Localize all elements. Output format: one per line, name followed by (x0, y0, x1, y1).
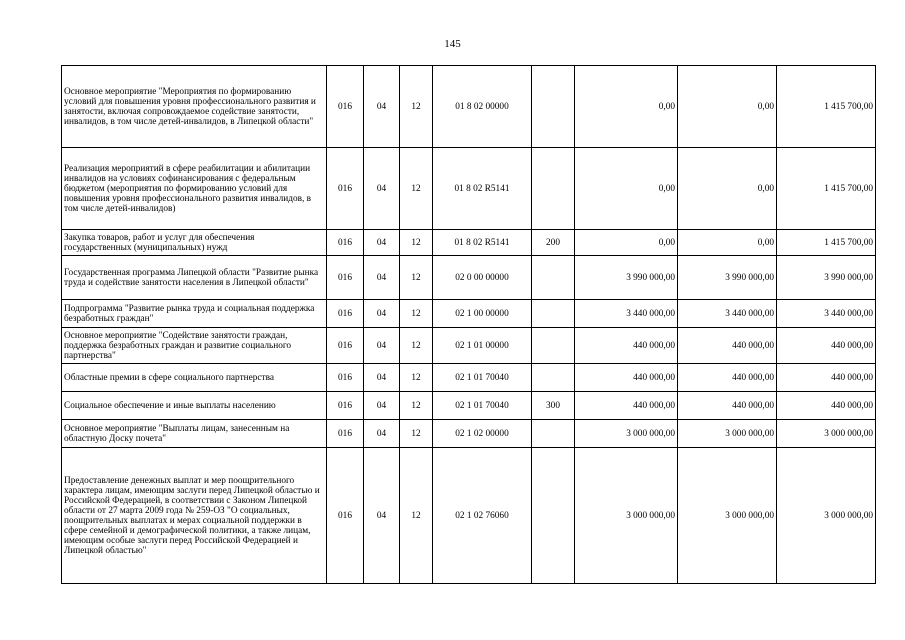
budget-table (61, 65, 876, 584)
row-name-cell: Социальное обеспечение и иные выплаты населению (62, 392, 327, 420)
amount-year-3-cell: 3 440 000,00 (777, 300, 876, 328)
ministry-code-cell: 016 (327, 328, 364, 364)
expense-type-cell: 300 (532, 392, 575, 420)
section-code-cell: 04 (364, 448, 400, 584)
subsection-code-cell: 12 (400, 448, 433, 584)
subsection-code-cell: 12 (400, 392, 433, 420)
amount-year-2-cell: 0,00 (678, 230, 777, 256)
table-row (62, 420, 876, 448)
amount-year-3-cell: 440 000,00 (777, 392, 876, 420)
amount-year-1-cell: 3 000 000,00 (575, 448, 678, 584)
target-article-cell: 02 1 01 00000 (433, 328, 532, 364)
target-article-cell: 01 8 02 R5141 (433, 230, 532, 256)
section-code-cell: 04 (364, 256, 400, 300)
target-article-cell: 02 1 01 70040 (433, 392, 532, 420)
amount-year-2-cell: 0,00 (678, 66, 777, 148)
amount-year-1-cell: 0,00 (575, 230, 678, 256)
subsection-code-cell: 12 (400, 420, 433, 448)
ministry-code-cell: 016 (327, 448, 364, 584)
section-code-cell: 04 (364, 148, 400, 230)
target-article-cell: 02 1 02 76060 (433, 448, 532, 584)
target-article-cell: 02 0 00 00000 (433, 256, 532, 300)
amount-year-1-cell: 3 990 000,00 (575, 256, 678, 300)
amount-year-3-cell: 3 000 000,00 (777, 448, 876, 584)
amount-year-1-cell: 3 000 000,00 (575, 420, 678, 448)
table-row (62, 364, 876, 392)
ministry-code-cell: 016 (327, 392, 364, 420)
expense-type-cell (532, 328, 575, 364)
subsection-code-cell: 12 (400, 66, 433, 148)
expense-type-cell (532, 256, 575, 300)
subsection-code-cell: 12 (400, 230, 433, 256)
section-code-cell: 04 (364, 230, 400, 256)
amount-year-3-cell: 440 000,00 (777, 328, 876, 364)
row-name-cell: Областные премии в сфере социального партнерства (62, 364, 327, 392)
section-code-cell: 04 (364, 392, 400, 420)
ministry-code-cell: 016 (327, 148, 364, 230)
row-name-cell: Подпрограмма "Развитие рынка труда и социальная поддержка безработных граждан" (62, 300, 327, 328)
ministry-code-cell: 016 (327, 364, 364, 392)
table-row (62, 328, 876, 364)
table-row (62, 392, 876, 420)
table-row (62, 448, 876, 584)
table-row (62, 148, 876, 230)
section-code-cell: 04 (364, 66, 400, 148)
amount-year-2-cell: 3 000 000,00 (678, 420, 777, 448)
amount-year-3-cell: 440 000,00 (777, 364, 876, 392)
section-code-cell: 04 (364, 420, 400, 448)
table-row (62, 66, 876, 148)
amount-year-1-cell: 440 000,00 (575, 364, 678, 392)
row-name-cell: Предоставление денежных выплат и мер поощрительного характера лицам, имеющим заслуги перед Липецкой областью и Российской Федерацией, в соответствии с Законом Липецкой области от 27 марта 2009 года № 259-ОЗ "О социальных, поощрительных выплатах и мерах социальной поддержки в сфере семейной и демографической политики, а также лицам, имеющим особые заслуги перед Российской Федерацией и Липецкой областью" (62, 448, 327, 584)
expense-type-cell: 200 (532, 230, 575, 256)
target-article-cell: 01 8 02 00000 (433, 66, 532, 148)
ministry-code-cell: 016 (327, 256, 364, 300)
row-name-cell: Государственная программа Липецкой области "Развитие рынка труда и содействие занятости населения в Липецкой области" (62, 256, 327, 300)
row-name-cell: Основное мероприятие "Содействие занятости граждан, поддержка безработных граждан и развитие социального партнерства" (62, 328, 327, 364)
amount-year-2-cell: 440 000,00 (678, 392, 777, 420)
expense-type-cell (532, 420, 575, 448)
target-article-cell: 02 1 02 00000 (433, 420, 532, 448)
subsection-code-cell: 12 (400, 148, 433, 230)
ministry-code-cell: 016 (327, 66, 364, 148)
table-row (62, 300, 876, 328)
target-article-cell: 02 1 01 70040 (433, 364, 532, 392)
page-number: 145 (444, 38, 461, 50)
expense-type-cell (532, 364, 575, 392)
row-name-cell: Основное мероприятие "Мероприятия по формированию условий для повышения уровня профессионального развития и занятости, включая сопровождаемое содействие занятости, инвалидов, в том числе детей-инвалидов, в Липецкой области" (62, 66, 327, 148)
amount-year-2-cell: 440 000,00 (678, 364, 777, 392)
amount-year-2-cell: 3 000 000,00 (678, 448, 777, 584)
expense-type-cell (532, 448, 575, 584)
row-name-cell: Основное мероприятие "Выплаты лицам, занесенным на областную Доску почета" (62, 420, 327, 448)
amount-year-3-cell: 3 990 000,00 (777, 256, 876, 300)
amount-year-2-cell: 0,00 (678, 148, 777, 230)
row-name-cell: Реализация мероприятий в сфере реабилитации и абилитации инвалидов на условиях софинансирования с федеральным бюджетом (мероприятия по формированию условий для повышения уровня профессионального развития инвалидов, в том числе детей-инвалидов) (62, 148, 327, 230)
subsection-code-cell: 12 (400, 364, 433, 392)
amount-year-1-cell: 440 000,00 (575, 392, 678, 420)
amount-year-2-cell: 3 990 000,00 (678, 256, 777, 300)
target-article-cell: 01 8 02 R5141 (433, 148, 532, 230)
expense-type-cell (532, 66, 575, 148)
ministry-code-cell: 016 (327, 300, 364, 328)
section-code-cell: 04 (364, 300, 400, 328)
target-article-cell: 02 1 00 00000 (433, 300, 532, 328)
amount-year-1-cell: 0,00 (575, 66, 678, 148)
amount-year-3-cell: 3 000 000,00 (777, 420, 876, 448)
amount-year-1-cell: 440 000,00 (575, 328, 678, 364)
expense-type-cell (532, 148, 575, 230)
amount-year-3-cell: 1 415 700,00 (777, 230, 876, 256)
subsection-code-cell: 12 (400, 256, 433, 300)
row-name-cell: Закупка товаров, работ и услуг для обеспечения государственных (муниципальных) нужд (62, 230, 327, 256)
amount-year-1-cell: 0,00 (575, 148, 678, 230)
ministry-code-cell: 016 (327, 230, 364, 256)
subsection-code-cell: 12 (400, 328, 433, 364)
subsection-code-cell: 12 (400, 300, 433, 328)
amount-year-3-cell: 1 415 700,00 (777, 66, 876, 148)
table-row (62, 230, 876, 256)
amount-year-3-cell: 1 415 700,00 (777, 148, 876, 230)
amount-year-2-cell: 3 440 000,00 (678, 300, 777, 328)
amount-year-2-cell: 440 000,00 (678, 328, 777, 364)
section-code-cell: 04 (364, 364, 400, 392)
section-code-cell: 04 (364, 328, 400, 364)
ministry-code-cell: 016 (327, 420, 364, 448)
expense-type-cell (532, 300, 575, 328)
amount-year-1-cell: 3 440 000,00 (575, 300, 678, 328)
table-row (62, 256, 876, 300)
